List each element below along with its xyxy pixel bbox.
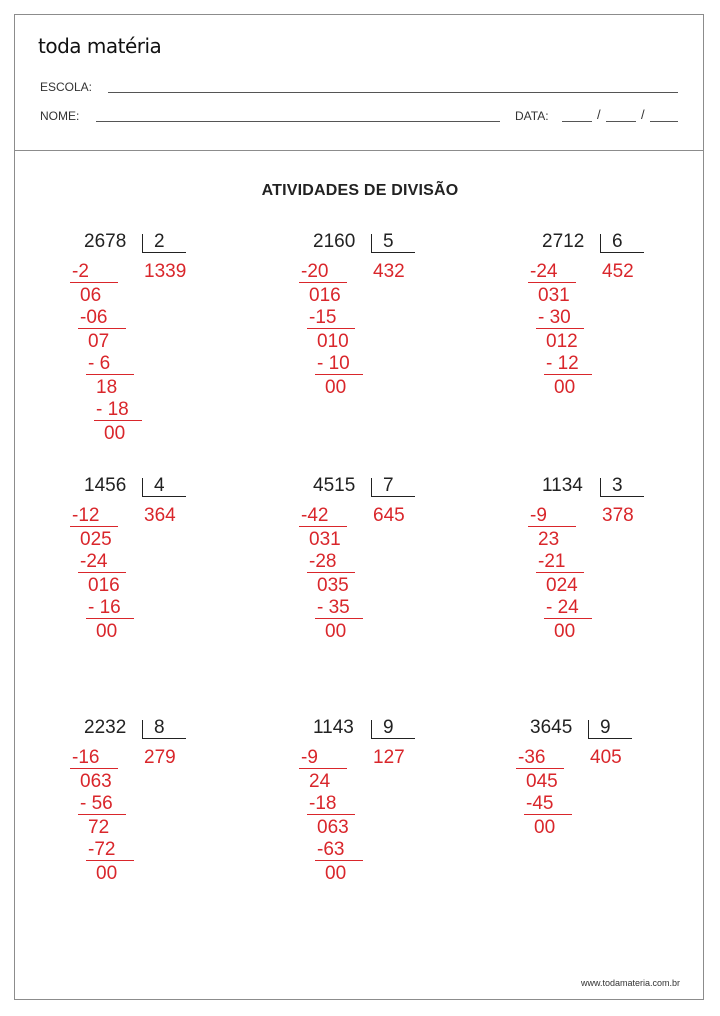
subtraction-line	[315, 618, 363, 619]
page-title: ATIVIDADES DE DIVISÃO	[261, 182, 459, 199]
subtraction: - 16	[88, 597, 121, 618]
division-problem	[72, 475, 284, 706]
remainder: 18	[96, 377, 118, 398]
subtraction: - 6	[88, 353, 111, 374]
division-problem	[301, 475, 513, 706]
subtraction: - 24	[546, 597, 579, 618]
subtraction: -12	[72, 505, 100, 526]
remainder: 031	[538, 285, 570, 306]
division-bracket	[600, 496, 644, 497]
remainder: 024	[546, 575, 578, 596]
subtraction: -20	[301, 261, 329, 282]
subtraction-line	[536, 328, 584, 329]
divisor: 9	[600, 717, 611, 738]
divisor: 6	[612, 231, 623, 252]
divisor: 2	[154, 231, 165, 252]
name-label: NOME:	[40, 109, 80, 123]
remainder: 00	[104, 423, 126, 444]
remainder: 016	[309, 285, 341, 306]
divisor: 3	[612, 475, 623, 496]
remainder: 23	[538, 529, 560, 550]
dividend: 2712	[542, 231, 585, 252]
subtraction-line	[70, 526, 118, 527]
remainder: 063	[317, 817, 349, 838]
date-separator: /	[597, 107, 601, 122]
quotient: 432	[373, 261, 405, 282]
dividend: 1143	[313, 717, 354, 738]
dividend: 3645	[530, 717, 573, 738]
subtraction-line	[94, 420, 142, 421]
subtraction: -24	[530, 261, 558, 282]
subtraction: -9	[530, 505, 547, 526]
division-bracket	[588, 738, 632, 739]
subtraction: -63	[317, 839, 345, 860]
remainder: 016	[88, 575, 120, 596]
subtraction: - 30	[538, 307, 571, 328]
quotient: 364	[144, 505, 176, 526]
dividend: 2678	[84, 231, 127, 252]
subtraction-line	[299, 768, 347, 769]
subtraction: -18	[309, 793, 337, 814]
division-bracket	[142, 234, 143, 252]
subtraction-line	[307, 814, 355, 815]
divisor: 8	[154, 717, 165, 738]
division-problem	[530, 231, 720, 462]
subtraction-line	[536, 572, 584, 573]
remainder: 063	[80, 771, 112, 792]
remainder: 00	[554, 621, 576, 642]
quotient: 378	[602, 505, 634, 526]
subtraction-line	[70, 282, 118, 283]
remainder: 00	[325, 863, 347, 884]
subtraction: -21	[538, 551, 566, 572]
remainder: 07	[88, 331, 110, 352]
quotient: 452	[602, 261, 634, 282]
division-problem	[530, 475, 720, 706]
division-bracket	[371, 720, 372, 738]
name-field[interactable]	[96, 121, 500, 122]
division-bracket	[600, 478, 601, 496]
subtraction: -42	[301, 505, 329, 526]
subtraction-line	[307, 328, 355, 329]
remainder: 045	[526, 771, 558, 792]
date-day-field[interactable]	[562, 121, 592, 122]
remainder: 012	[546, 331, 578, 352]
subtraction: - 12	[546, 353, 579, 374]
remainder: 00	[325, 621, 347, 642]
subtraction-line	[299, 526, 347, 527]
division-problem	[518, 717, 720, 948]
remainder: 00	[534, 817, 556, 838]
subtraction: - 18	[96, 399, 129, 420]
remainder: 00	[96, 863, 118, 884]
subtraction-line	[528, 526, 576, 527]
subtraction: -72	[88, 839, 116, 860]
divisor: 7	[383, 475, 394, 496]
subtraction: -06	[80, 307, 108, 328]
subtraction: -15	[309, 307, 337, 328]
division-bracket	[142, 738, 186, 739]
division-bracket	[371, 478, 372, 496]
subtraction-line	[307, 572, 355, 573]
school-label: ESCOLA:	[40, 80, 93, 94]
date-separator: /	[641, 107, 645, 122]
division-bracket	[588, 720, 589, 738]
subtraction: -36	[518, 747, 546, 768]
subtraction: -24	[80, 551, 108, 572]
quotient: 405	[590, 747, 622, 768]
divisor: 5	[383, 231, 394, 252]
subtraction: -28	[309, 551, 337, 572]
quotient: 1339	[144, 261, 187, 282]
remainder: 72	[88, 817, 110, 838]
divisor: 4	[154, 475, 165, 496]
division-problem	[72, 717, 284, 948]
remainder: 035	[317, 575, 349, 596]
dividend: 2160	[313, 231, 356, 252]
quotient: 645	[373, 505, 405, 526]
division-bracket	[142, 252, 186, 253]
remainder: 24	[309, 771, 331, 792]
subtraction: - 10	[317, 353, 350, 374]
division-problem	[301, 231, 513, 462]
subtraction-line	[315, 374, 363, 375]
division-problem	[301, 717, 513, 948]
remainder: 00	[325, 377, 347, 398]
remainder: 00	[96, 621, 118, 642]
subtraction-line	[315, 860, 363, 861]
division-bracket	[371, 234, 372, 252]
subtraction-line	[78, 814, 126, 815]
header-divider	[14, 150, 704, 151]
subtraction: -9	[301, 747, 318, 768]
dividend: 4515	[313, 475, 356, 496]
division-bracket	[142, 496, 186, 497]
subtraction-line	[524, 814, 572, 815]
division-bracket	[371, 738, 415, 739]
division-bracket	[142, 478, 143, 496]
division-bracket	[600, 252, 644, 253]
subtraction-line	[78, 328, 126, 329]
remainder: 010	[317, 331, 349, 352]
subtraction: -2	[72, 261, 89, 282]
dividend: 2232	[84, 717, 127, 738]
subtraction-line	[78, 572, 126, 573]
quotient: 127	[373, 747, 405, 768]
subtraction-line	[86, 618, 134, 619]
subtraction: -45	[526, 793, 554, 814]
division-bracket	[600, 234, 601, 252]
subtraction-line	[86, 374, 134, 375]
remainder: 031	[309, 529, 341, 550]
subtraction-line	[299, 282, 347, 283]
footer-url: www.todamateria.com.br	[580, 978, 680, 988]
remainder: 00	[554, 377, 576, 398]
subtraction-line	[528, 282, 576, 283]
subtraction: -16	[72, 747, 100, 768]
quotient: 279	[144, 747, 176, 768]
subtraction-line	[544, 374, 592, 375]
subtraction-line	[86, 860, 134, 861]
divisor: 9	[383, 717, 394, 738]
remainder: 025	[80, 529, 112, 550]
division-problem	[72, 231, 284, 462]
division-bracket	[371, 252, 415, 253]
school-field[interactable]	[108, 92, 678, 93]
subtraction-line	[70, 768, 118, 769]
subtraction: - 35	[317, 597, 350, 618]
subtraction-line	[544, 618, 592, 619]
division-bracket	[371, 496, 415, 497]
logo: toda matéria	[38, 34, 162, 58]
date-month-field[interactable]	[606, 121, 636, 122]
date-year-field[interactable]	[650, 121, 678, 122]
dividend: 1456	[84, 475, 127, 496]
division-bracket	[142, 720, 143, 738]
subtraction: - 56	[80, 793, 113, 814]
subtraction-line	[516, 768, 564, 769]
remainder: 06	[80, 285, 102, 306]
date-label: DATA:	[515, 109, 549, 123]
dividend: 1134	[542, 475, 583, 496]
